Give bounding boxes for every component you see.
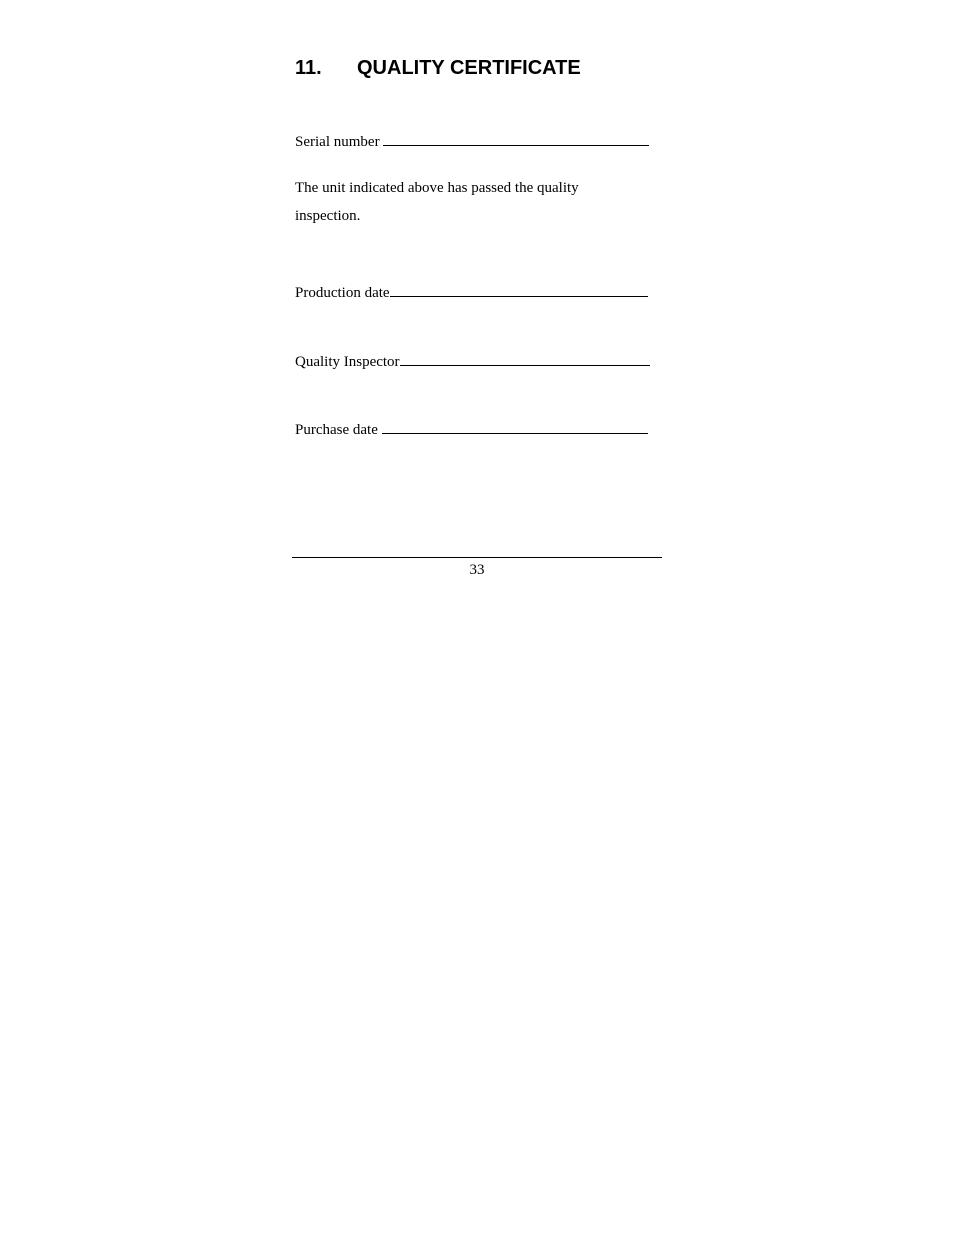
quality-statement-line-2: inspection.	[295, 208, 361, 224]
serial-number-field	[295, 131, 649, 151]
purchase-date-label: Purchase date	[295, 422, 378, 438]
serial-number-blank-line	[383, 131, 649, 146]
production-date-label: Production date	[295, 285, 390, 301]
section-heading	[295, 56, 581, 80]
production-date-field	[295, 282, 648, 302]
production-date-blank-line	[390, 282, 648, 297]
purchase-date-field	[295, 419, 648, 439]
purchase-date-blank-line	[382, 419, 648, 434]
footer-divider	[292, 557, 662, 558]
page-number: 33	[469, 562, 485, 578]
section-title: QUALITY CERTIFICATE	[357, 57, 581, 79]
quality-statement-line-1: The unit indicated above has passed the quality	[295, 180, 579, 196]
quality-inspector-label: Quality Inspector	[295, 354, 400, 370]
quality-inspector-field	[295, 351, 650, 371]
section-number: 11.	[295, 57, 322, 79]
quality-inspector-blank-line	[400, 351, 650, 366]
serial-number-label: Serial number	[295, 134, 380, 150]
quality-statement	[295, 174, 615, 230]
